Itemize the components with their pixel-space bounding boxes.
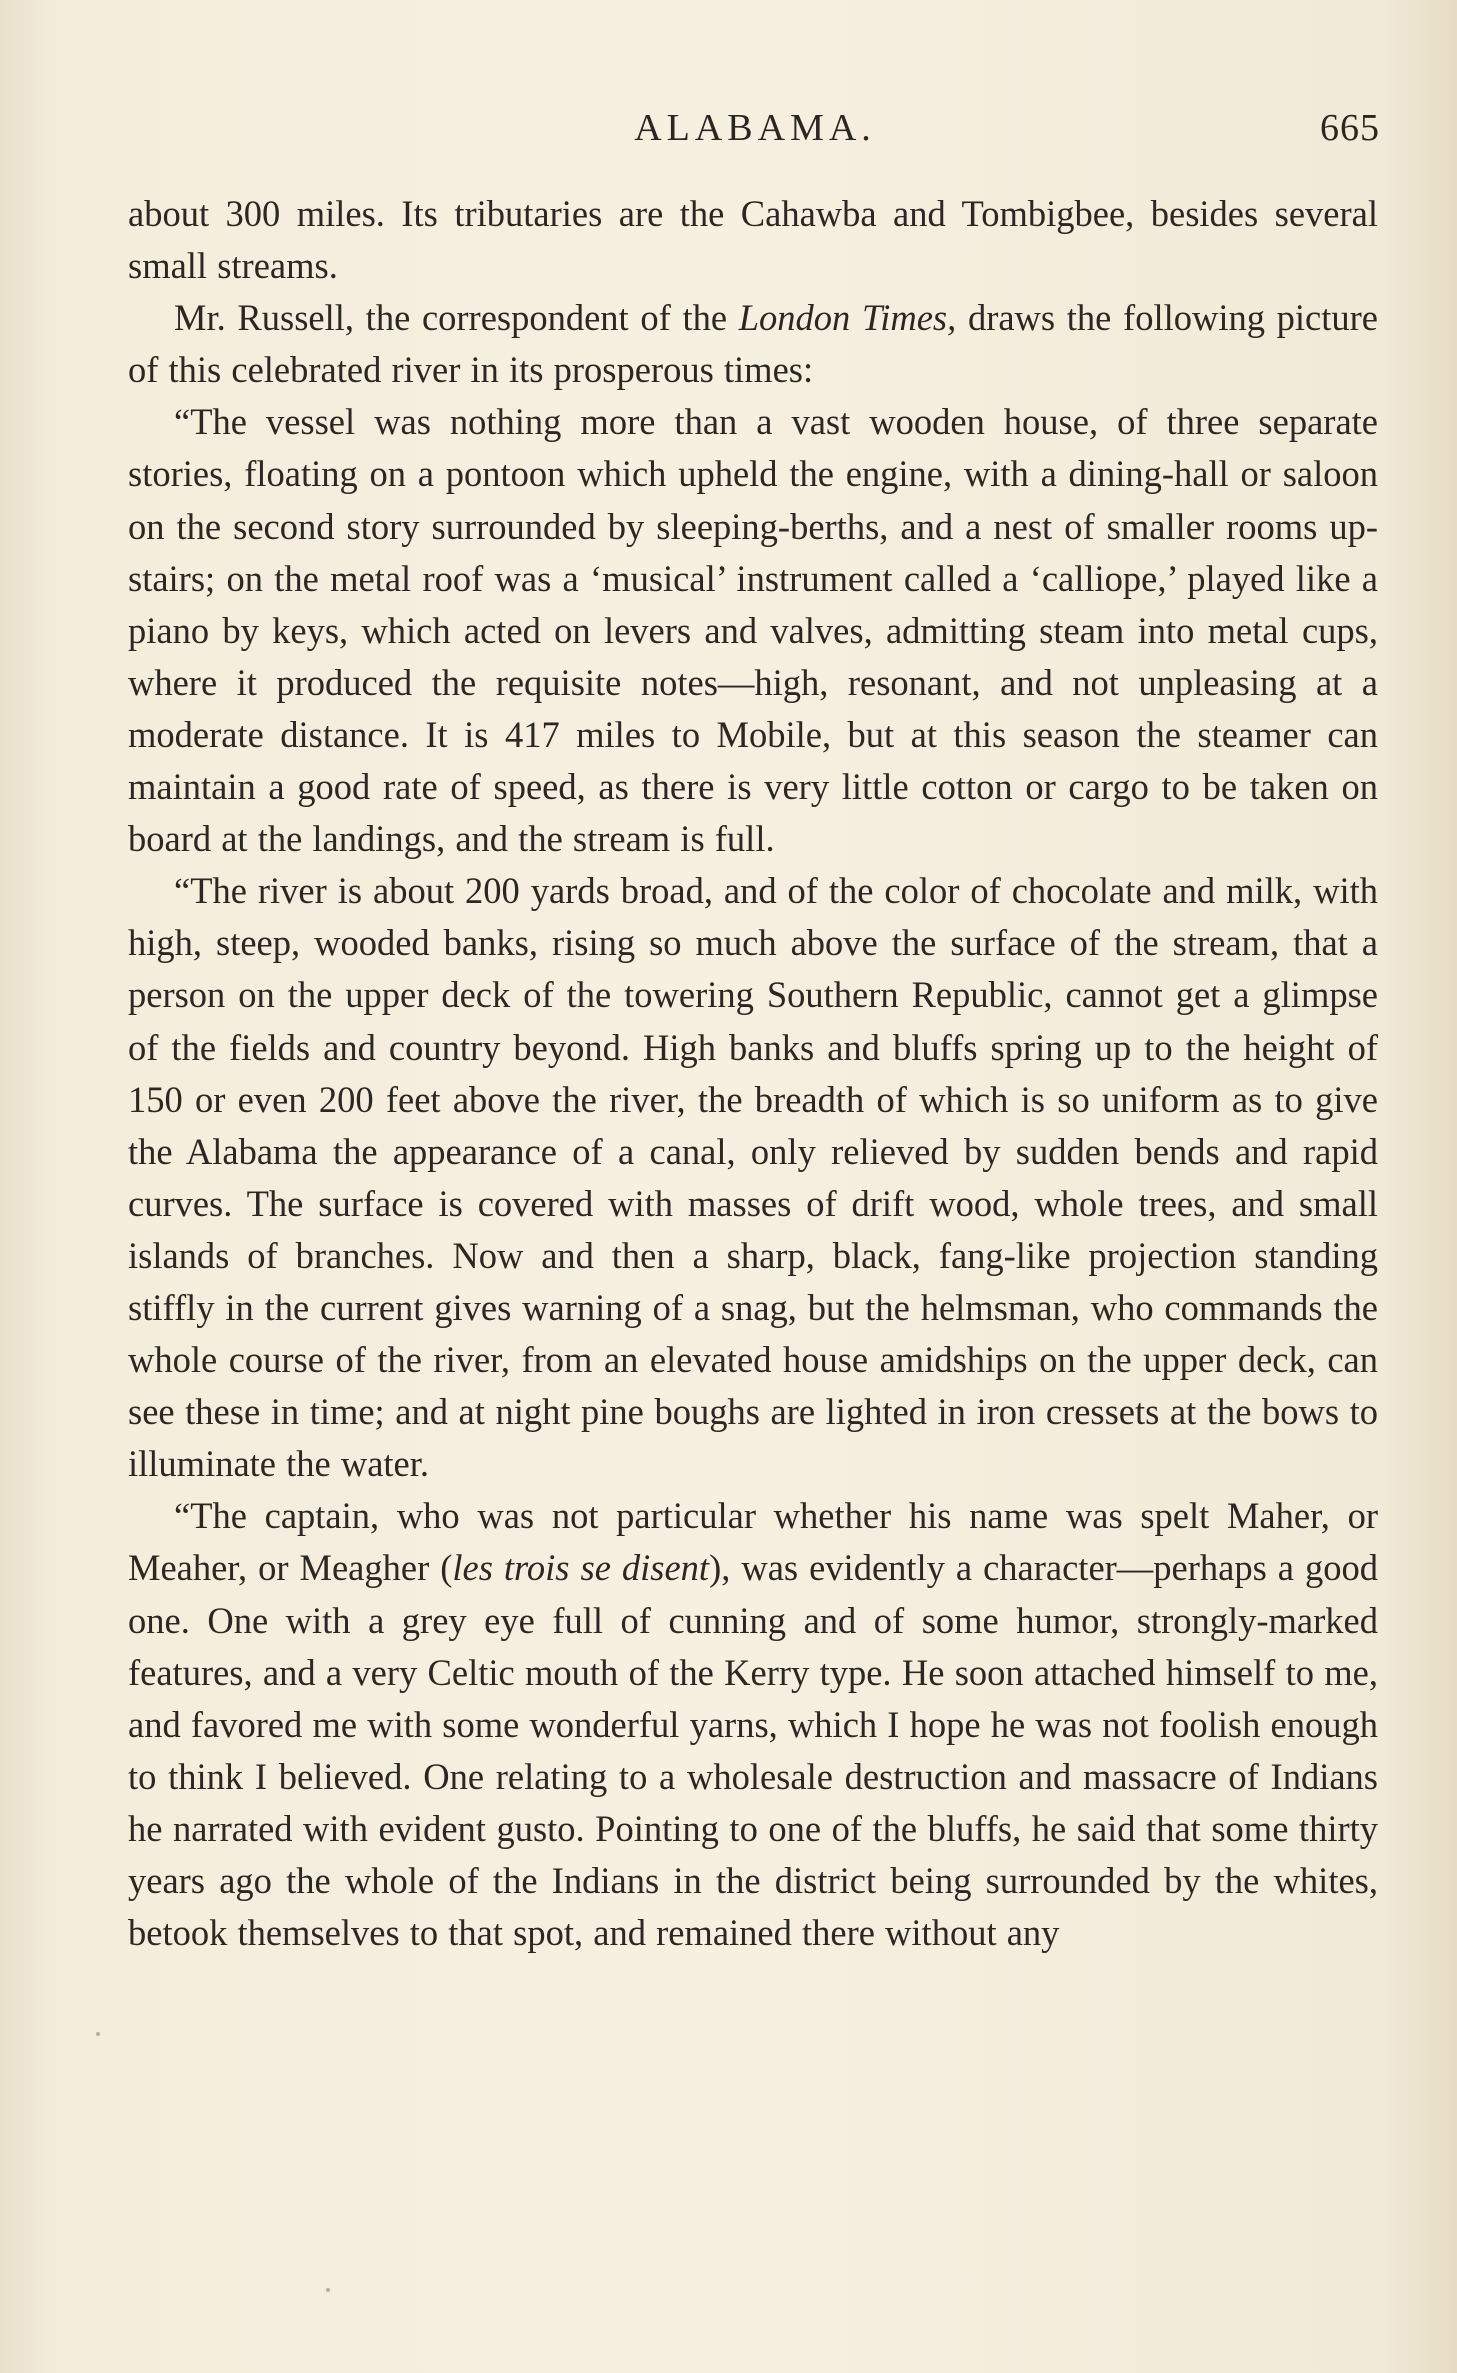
paragraph-5-after: ), was evidently a character—perhaps a good one. One with a grey eye full of cunning and of some humor, strongly-marked features, and a very Celtic mouth of the Kerry type. He soon attached himself to me, and favored me with some wonderful yarns, which I hope he was not foolish enough to think I believed. One relating to a wholesale destruction and massacre of Indians he narrated with evident gusto. Pointing to one of the bluffs, he said that some thirty years ago the whole of the Indians in the district being surrounded by the whites, betook themselves to that spot, and remained there without any [128, 1547, 1378, 1954]
newspaper-title: London Times, [738, 297, 957, 339]
paragraph-2-before: Mr. Russell, the correspondent of the [174, 297, 739, 339]
paragraph-5-before: “The captain, who was not particular whether his name was spelt Maher, or Meaher, or Meagher ( [128, 1495, 1378, 1589]
paragraph-1: about 300 miles. Its tributaries are the Cahawba and Tombigbee, besides several small streams. [128, 193, 1378, 287]
paragraph-2-after: draws the following picture of this celebrated river in its prosperous times: [128, 297, 1378, 391]
paragraph-4: “The river is about 200 yards broad, and of the color of chocolate and milk, with high, steep, wooded banks, rising so much above the surface of the stream, that a person on the upper deck of the towering Southern Republic, cannot get a glimpse of the fields and country beyond. High banks and bluffs spring up to the height of 150 or even 200 feet above the river, the breadth of which is so uniform as to give the Alabama the appearance of a canal, only relieved by sudden bends and rapid curves. The surface is covered with masses of drift wood, whole trees, and small islands of branches. Now and then a sharp, black, fang-like projection standing stiffly in the current gives warning of a snag, but the helmsman, who commands the whole course of the river, from an elevated house amidships on the upper deck, can see these in time; and at night pine boughs are lighted in iron cressets at the bows to illuminate the water. [128, 870, 1378, 1485]
page-number: 665 [1320, 107, 1380, 149]
french-phrase: les trois se disent [452, 1547, 710, 1589]
paragraph-5 [128, 1490, 1378, 1959]
running-title: ALABAMA. [634, 107, 876, 149]
running-head [130, 106, 1380, 156]
paragraph-2 [128, 292, 1378, 396]
body-text [128, 188, 1378, 1959]
paragraph-3: “The vessel was nothing more than a vast wooden house, of three separate stories, floating on a pontoon which upheld the engine, with a dining-hall or saloon on the second story surrounded by sleeping-berths, and a nest of smaller rooms up-stairs; on the metal roof was a ‘musical’ instrument called a ‘calliope,’ played like a piano by keys, which acted on levers and valves, admitting steam into metal cups, where it produced the requisite notes—high, resonant, and not unpleasing at a moderate distance. It is 417 miles to Mobile, but at this season the steamer can maintain a good rate of speed, as there is very little cotton or cargo to be taken on board at the landings, and the stream is full. [128, 401, 1378, 860]
paper-speck [96, 2032, 100, 2036]
paper-speck [326, 2288, 330, 2292]
